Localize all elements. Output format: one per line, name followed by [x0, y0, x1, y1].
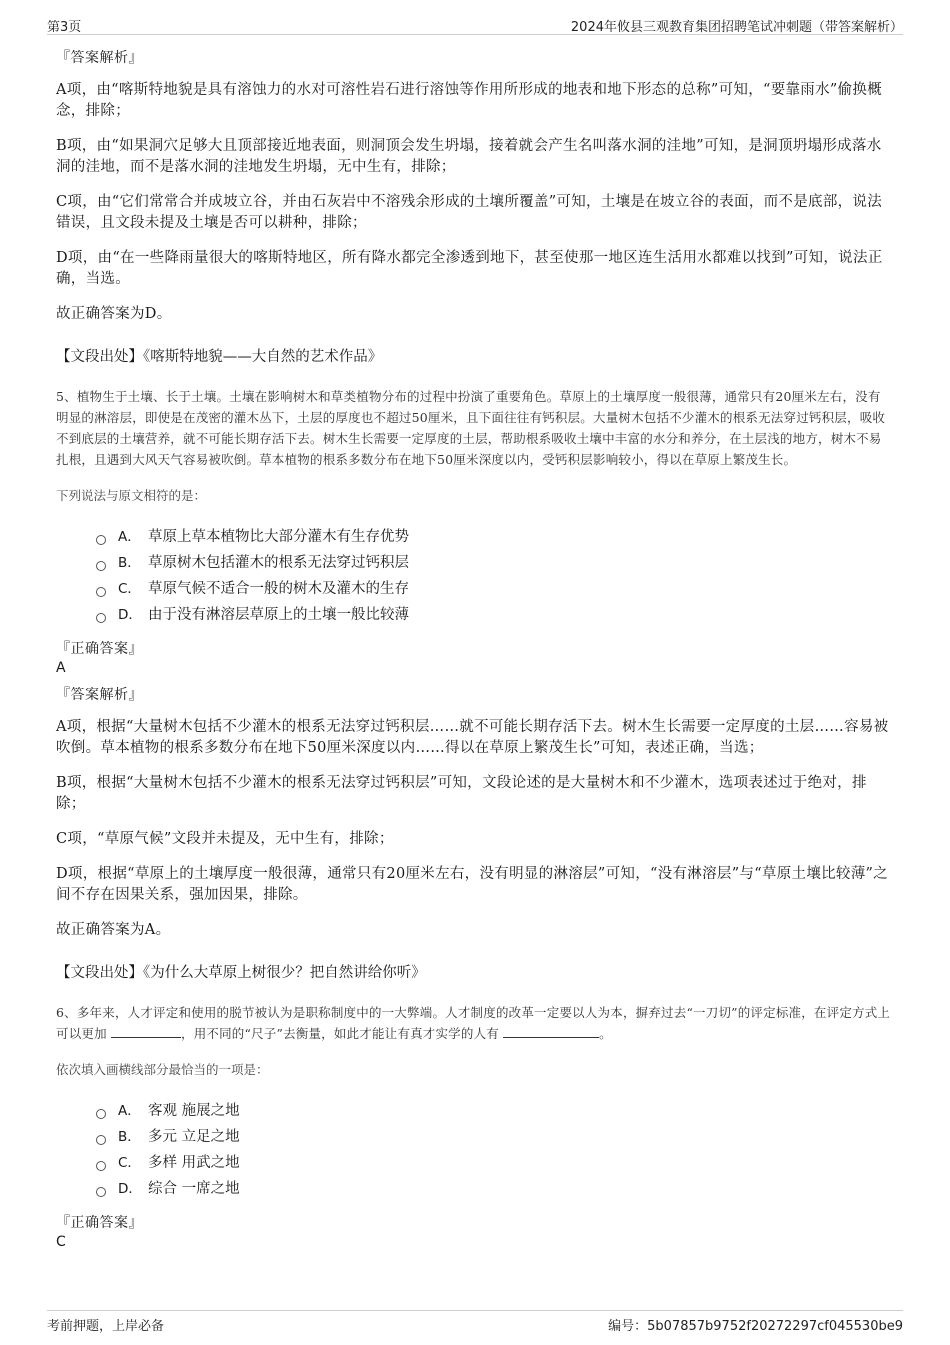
- q5-correct-label: 『正确答案』: [56, 641, 143, 657]
- q4-analysis-c: C项，由“它们常常合并成坡立谷，并由石灰岩中不溶残余形成的土壤所覆盖”可知，土壤是在坡立谷的表面，而不是底部，说法错误，且文段未提及土壤是否可以耕种，排除；: [56, 194, 883, 231]
- radio-icon[interactable]: [96, 1161, 106, 1171]
- q6-blank-2: [503, 1023, 599, 1038]
- q5-source: 【文段出处】《为什么大草原上树很少？把自然讲给你听》: [56, 965, 426, 981]
- radio-icon[interactable]: [96, 535, 106, 545]
- q5-stem: 5、植物生于土壤、长于土壤。土壤在影响树木和草类植物分布的过程中扮演了重要角色。草原上的土壤厚度一般很薄，通常只有20厘米左右，没有明显的淋溶层，即使是在茂密的灌木丛下，土层的厚度也不超过50厘米，且下面往往有钙积层。大量树木包括不少灌木的根系无法穿过钙积层，吸收不到底层的土壤营养，就不可能长期存活下去。树木生长需要一定厚度的土层，帮助根系吸收土壤中丰富的水分和养分，在土层浅的地方，树木不易扎根，且遇到大风天气容易被吹倒。草本植物的根系多数分布在地下50厘米深度以内，受钙积层影响较小，得以在草原上繁茂生长。: [56, 389, 886, 467]
- q6-correct-answer: C: [56, 1234, 66, 1250]
- q5-analysis-c: C项，“草原气候”文段并未提及，无中生有，排除；: [56, 831, 394, 847]
- document-code: 编号：5b07857b9752f20272297cf045530be9: [608, 1319, 903, 1334]
- q5-analysis-b: B项，根据“大量树木包括不少灌木的根系无法穿过钙积层”可知，文段论述的是大量树木和不少灌木，选项表述过于绝对，排除；: [56, 775, 867, 812]
- radio-icon[interactable]: [96, 1187, 106, 1197]
- radio-icon[interactable]: [96, 613, 106, 623]
- q5-conclusion: 故正确答案为A。: [56, 922, 171, 938]
- q6-options: [96, 1098, 892, 1202]
- q4-analysis-a: A项，由“喀斯特地貌是具有溶蚀力的水对可溶性岩石进行溶蚀等作用所形成的地表和地下形态的总称”可知，“要靠雨水”偷换概念，排除；: [56, 82, 883, 119]
- radio-icon[interactable]: [96, 587, 106, 597]
- q4-analysis-d: D项，由“在一些降雨量很大的喀斯特地区，所有降水都完全渗透到地下，甚至使那一地区连生活用水都难以找到”可知，说法正确，当选。: [56, 250, 883, 287]
- q5-prompt: 下列说法与原文相符的是：: [56, 488, 207, 503]
- q5-correct-answer: A: [56, 660, 66, 676]
- q5-options: [96, 524, 892, 628]
- q5-option-d[interactable]: D． 由于没有淋溶层草原上的土壤一般比较薄: [96, 602, 892, 628]
- q6-stem: 6、多年来，人才评定和使用的脱节被认为是职称制度中的一大弊端。人才制度的改革一定要以人为本，摒弃过去“一刀切”的评定标准，在评定方式上可以更加 ，用不同的“尺子”去衡量，如此才能让有真才实学的人有 。: [56, 1005, 891, 1041]
- q5-analysis-label: 『答案解析』: [56, 687, 143, 703]
- radio-icon[interactable]: [96, 1135, 106, 1145]
- radio-icon[interactable]: [96, 1109, 106, 1119]
- q4-analysis-label: 『答案解析』: [56, 50, 143, 66]
- q5-analysis-a: A项，根据“大量树木包括不少灌木的根系无法穿过钙积层……就不可能长期存活下去。树木生长需要一定厚度的土层……容易被吹倒。草本植物的根系多数分布在地下50厘米深度以内……得以在草原上繁茂生长”可知，表述正确，当选；: [56, 719, 889, 756]
- q4-analysis-b: B项，由“如果洞穴足够大且顶部接近地表面，则洞顶会发生坍塌，接着就会产生名叫落水洞的洼地”可知，是洞顶坍塌形成落水洞的洼地，而不是落水洞的洼地发生坍塌，无中生有，排除；: [56, 138, 882, 175]
- q6-option-a[interactable]: A． 客观 施展之地: [96, 1098, 892, 1124]
- q6-option-d[interactable]: D． 综合 一席之地: [96, 1176, 892, 1202]
- document-title: 2024年攸县三观教育集团招聘笔试冲刺题（带答案解析）: [570, 20, 903, 35]
- q6-correct-label: 『正确答案』: [56, 1215, 143, 1231]
- q6-option-c[interactable]: C． 多样 用武之地: [96, 1150, 892, 1176]
- q6-prompt: 依次填入画横线部分最恰当的一项是：: [56, 1062, 269, 1077]
- q5-option-c[interactable]: C． 草原气候不适合一般的树木及灌木的生存: [96, 576, 892, 602]
- page-footer: [47, 1310, 903, 1341]
- q6-option-b[interactable]: B． 多元 立足之地: [96, 1124, 892, 1150]
- radio-icon[interactable]: [96, 561, 106, 571]
- page-content: [56, 40, 892, 1251]
- q6-blank-1: [111, 1023, 181, 1038]
- footer-slogan: 考前押题，上岸必备: [47, 1319, 165, 1334]
- q5-option-a[interactable]: A． 草原上草本植物比大部分灌木有生存优势: [96, 524, 892, 550]
- q5-option-b[interactable]: B． 草原树木包括灌木的根系无法穿过钙积层: [96, 550, 892, 576]
- q4-source: 【文段出处】《喀斯特地貌——大自然的艺术作品》: [56, 349, 383, 365]
- q5-analysis-d: D项，根据“草原上的土壤厚度一般很薄，通常只有20厘米左右，没有明显的淋溶层”可知，“没有淋溶层”与“草原土壤比较薄”之间不存在因果关系，强加因果，排除。: [56, 866, 889, 903]
- page-number: 第3页: [47, 20, 82, 35]
- q4-conclusion: 故正确答案为D。: [56, 306, 172, 322]
- page-header: [47, 14, 903, 35]
